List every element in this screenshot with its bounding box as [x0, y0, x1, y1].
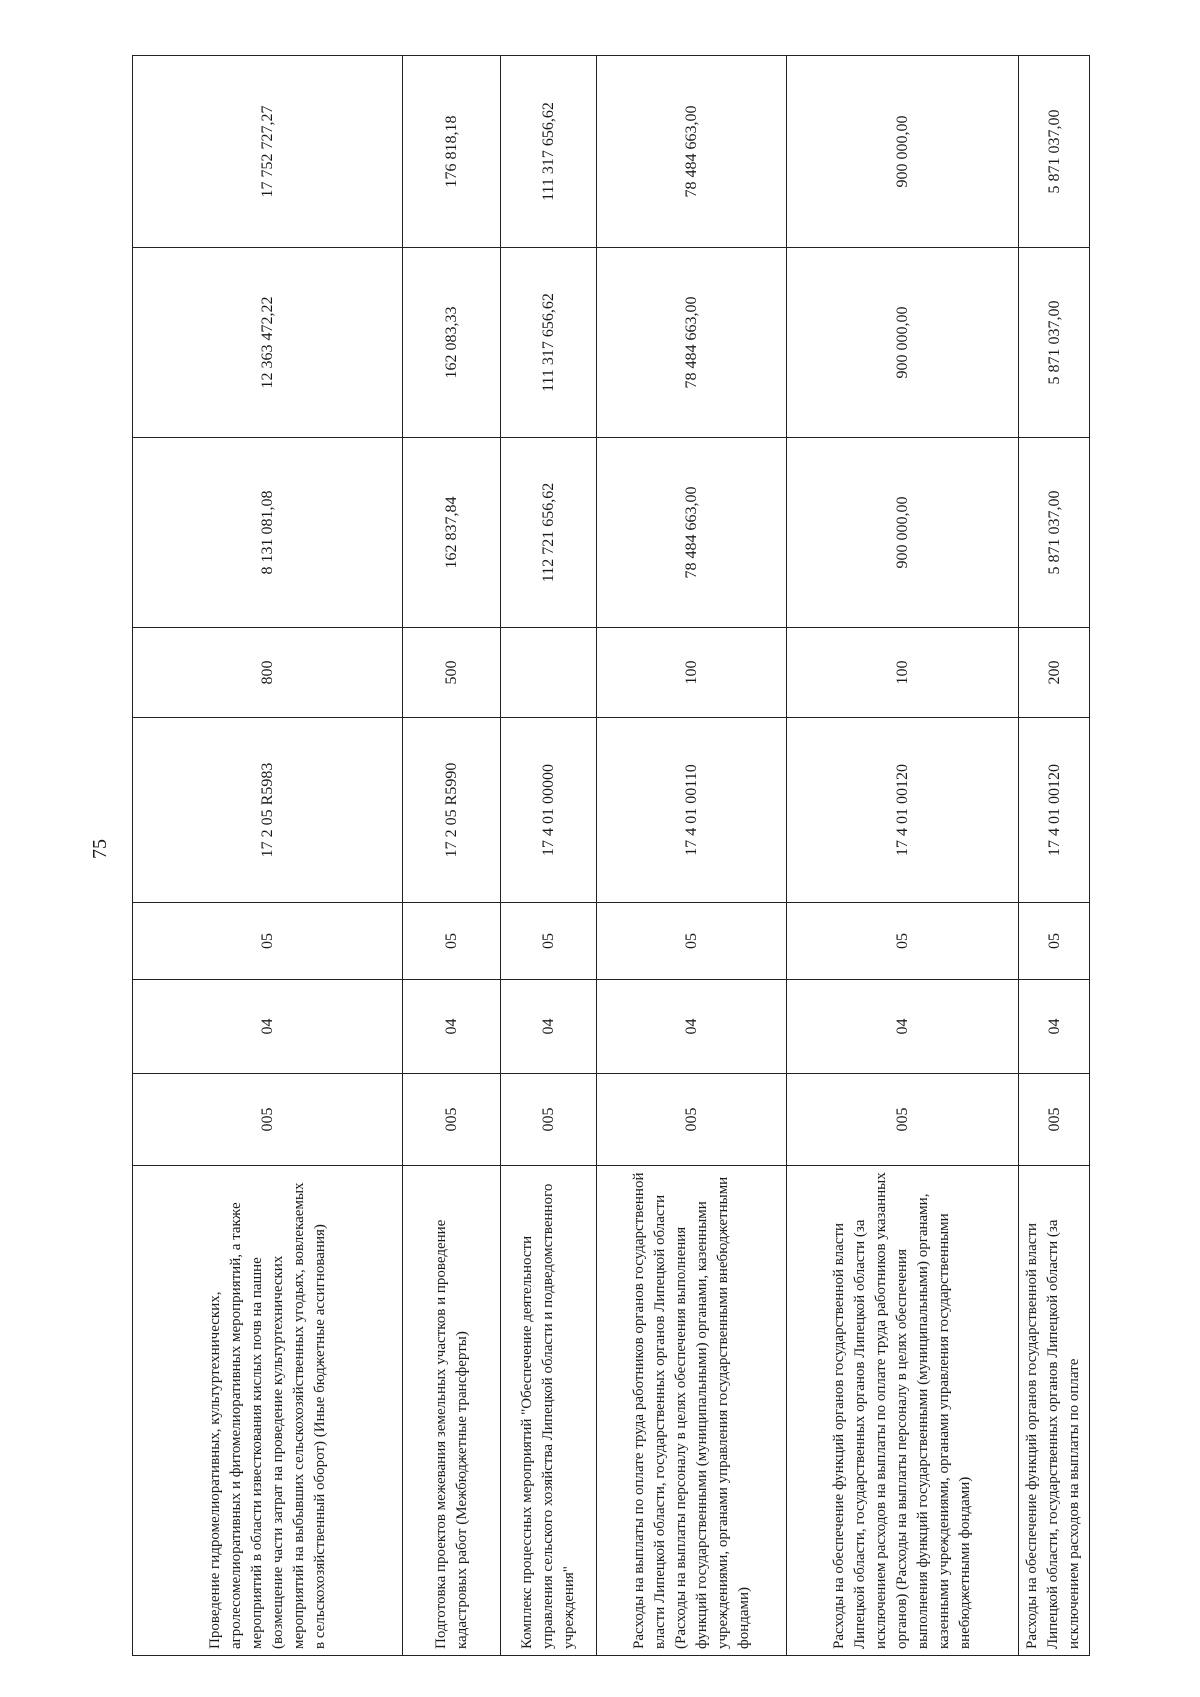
podrazdel-code: 05 [403, 903, 501, 980]
row-description: Расходы на обеспечение функций органов государственной власти Липецкой области, государственных органов Липецкой области (за исключением расходов на выплаты по оплате труда работников указанных органов) (Расходы на выплаты персоналу в целях обеспечения выполнения функций государственными (муниципальными) органами, казенными учреждениями, органами управления государственными внебюджетными фондами) [787, 1166, 1019, 1656]
amount-year-1: 8 131 081,08 [133, 438, 403, 628]
target-article-code: 17 4 01 00000 [501, 718, 597, 903]
podrazdel-code: 05 [1019, 903, 1090, 980]
podrazdel-code: 05 [501, 903, 597, 980]
razdel-code: 04 [501, 980, 597, 1074]
expense-type-code: 800 [133, 628, 403, 718]
grbs-code: 005 [501, 1074, 597, 1166]
rotated-table-layer [132, 56, 1092, 1656]
table-row [403, 56, 501, 1656]
budget-table [132, 55, 1090, 1656]
row-description-text: Расходы на обеспечение функций органов государственной власти Липецкой области, государственных органов Липецкой области (за исключением расходов на выплаты по оплате [1024, 1219, 1082, 1649]
table-row [597, 56, 787, 1656]
podrazdel-code: 05 [787, 903, 1019, 980]
amount-year-2: 5 871 037,00 [1019, 248, 1090, 438]
amount-year-3: 176 818,18 [403, 56, 501, 248]
row-description: Проведение гидромелиоративных, культуртехнических, агролесомелиоративных и фитомелиоративных мероприятий, а также мероприятий в области известкования кислых почв на пашне (возмещение части затрат на проведение культуртехнических мероприятий на выбывших сельскохозяйственных угодьях, вовлекаемых в сельскохозяйственный оборот) (Иные бюджетные ассигнования) [133, 1166, 403, 1656]
table-row [501, 56, 597, 1656]
table-row [787, 56, 1019, 1656]
amount-year-3: 78 484 663,00 [597, 56, 787, 248]
podrazdel-code: 05 [597, 903, 787, 980]
page-number: 75 [89, 839, 111, 859]
expense-type-code [501, 628, 597, 718]
target-article-code: 17 2 05 R5983 [133, 718, 403, 903]
amount-year-3: 900 000,00 [787, 56, 1019, 248]
amount-year-1: 5 871 037,00 [1019, 438, 1090, 628]
expense-type-code: 100 [597, 628, 787, 718]
table-row [1019, 56, 1090, 1656]
razdel-code: 04 [133, 980, 403, 1074]
razdel-code: 04 [403, 980, 501, 1074]
grbs-code: 005 [1019, 1074, 1090, 1166]
expense-type-code: 100 [787, 628, 1019, 718]
grbs-code: 005 [133, 1074, 403, 1166]
row-description: Подготовка проектов межевания земельных участков и проведение кадастровых работ (Межбюджетные трансферты) [403, 1166, 501, 1656]
amount-year-1: 900 000,00 [787, 438, 1019, 628]
target-article-code: 17 4 01 00110 [597, 718, 787, 903]
amount-year-1: 78 484 663,00 [597, 438, 787, 628]
amount-year-2: 111 317 656,62 [501, 248, 597, 438]
amount-year-3: 5 871 037,00 [1019, 56, 1090, 248]
amount-year-2: 162 083,33 [403, 248, 501, 438]
expense-type-code: 500 [403, 628, 501, 718]
amount-year-1: 112 721 656,62 [501, 438, 597, 628]
amount-year-3: 111 317 656,62 [501, 56, 597, 248]
expense-type-code: 200 [1019, 628, 1090, 718]
amount-year-3: 17 752 727,27 [133, 56, 403, 248]
target-article-code: 17 4 01 00120 [1019, 718, 1090, 903]
target-article-code: 17 2 05 R5990 [403, 718, 501, 903]
amount-year-1: 162 837,84 [403, 438, 501, 628]
razdel-code: 04 [597, 980, 787, 1074]
row-description: Расходы на выплаты по оплате труда работников органов государственной власти Липецкой области, государственных органов Липецкой области (Расходы на выплаты персоналу в целях обеспечения выполнения функций государственными (муниципальными) органами, казенными учреждениями, органами управления государственными внебюджетными фондами) [597, 1166, 787, 1656]
razdel-code: 04 [1019, 980, 1090, 1074]
table-row [133, 56, 403, 1656]
grbs-code: 005 [787, 1074, 1019, 1166]
razdel-code: 04 [787, 980, 1019, 1074]
amount-year-2: 78 484 663,00 [597, 248, 787, 438]
row-description [1019, 1166, 1090, 1656]
target-article-code: 17 4 01 00120 [787, 718, 1019, 903]
row-description: Комплекс процессных мероприятий "Обеспечение деятельности управления сельского хозяйства Липецкой области и подведомственного учреждения" [501, 1166, 597, 1656]
grbs-code: 005 [597, 1074, 787, 1166]
podrazdel-code: 05 [133, 903, 403, 980]
grbs-code: 005 [403, 1074, 501, 1166]
amount-year-2: 12 363 472,22 [133, 248, 403, 438]
amount-year-2: 900 000,00 [787, 248, 1019, 438]
budget-table-container [132, 56, 1092, 1656]
